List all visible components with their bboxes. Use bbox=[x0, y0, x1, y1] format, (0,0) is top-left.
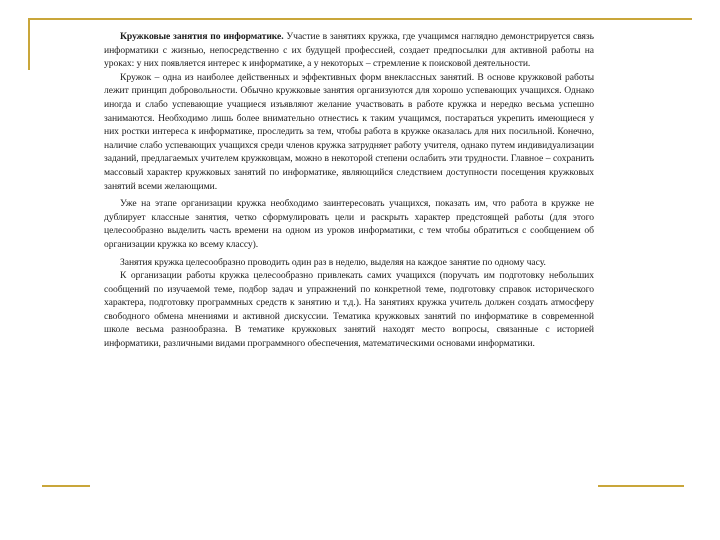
document-heading: Кружковые занятия по информатике. bbox=[120, 31, 284, 42]
paragraph-1 bbox=[104, 30, 594, 71]
paragraph-4: Занятия кружка целесообразно проводить один раз в неделю, выделяя на каждое занятие по одному часу. bbox=[120, 256, 546, 268]
paragraph-2: Кружок – одна из наиболее действенных и эффективных форм внеклассных занятий. В основе кружковой работы лежит принцип добровольности. Обычно кружковые занятия организуются для хорошо успевающих учащихся. Однако иногда и слабо успевающие учащиеся изъявляют желание участвовать в работе кружка и нередко весьма успешно занимаются. Необходимо лишь более внимательно отнестись к таким учащимся, постараться укрепить имеющиеся у них ростки интереса к информатике, проследить за тем, чтобы работа в кружке оказалась для них посильной. Конечно, наличие слабо успевающих учащихся среди членов кружка затрудняет работу учителя, однако путем индивидуализации заданий, предлагаемых учителем кружковцам, можно в некоторой степени ослабить эти трудности. Главное – сохранить массовый характер кружковых занятий по информатике, являющийся следствием доступности посещения кружковых занятий всеми желающими. bbox=[104, 71, 594, 192]
document-body bbox=[104, 30, 594, 351]
top-decorative-line bbox=[28, 18, 692, 20]
paragraph-5: К организации работы кружка целесообразно привлекать самих учащихся (поручать им подготовку небольших сообщений по изучаемой теме, подбор задач и упражнений по конкретной теме, подготовку справок исторического характера, подготовку программных средств к занятию и т.д.). На занятиях кружка учитель должен создать атмосферу свободного обмена мнениями и активной дискуссии. Тематика кружковых занятий по информатике в современной школе весьма разнообразна. В тематике кружковых занятий находят место вопросы, связанные с историей информатики, различными видами программного обеспечения, математическими основами информатики. bbox=[104, 270, 594, 350]
bottom-left-decorative-line bbox=[42, 485, 90, 487]
left-decorative-line bbox=[28, 18, 30, 70]
paragraph-1-text: Участие в занятиях кружка, где учащимся наглядно демонстрируется связь информатики с жизнью, непосредственно с их будущей профессией, создает предпосылки для активной работы на уроках: у них появляется интерес к информатике, а у некоторых – стремление к поисковой деятельности. bbox=[104, 31, 594, 70]
bottom-right-decorative-line bbox=[598, 485, 684, 487]
paragraph-3: Уже на этапе организации кружка необходимо заинтересовать учащихся, показать им, что работа в кружке не дублирует классные занятия, четко сформулировать цели и раскрыть характер предстоящей работы (для этого целесообразно выделить часть времени на одном из уроков информатики, с тем чтобы обратиться с сообщением об организации кружка ко всему классу). bbox=[104, 198, 594, 250]
